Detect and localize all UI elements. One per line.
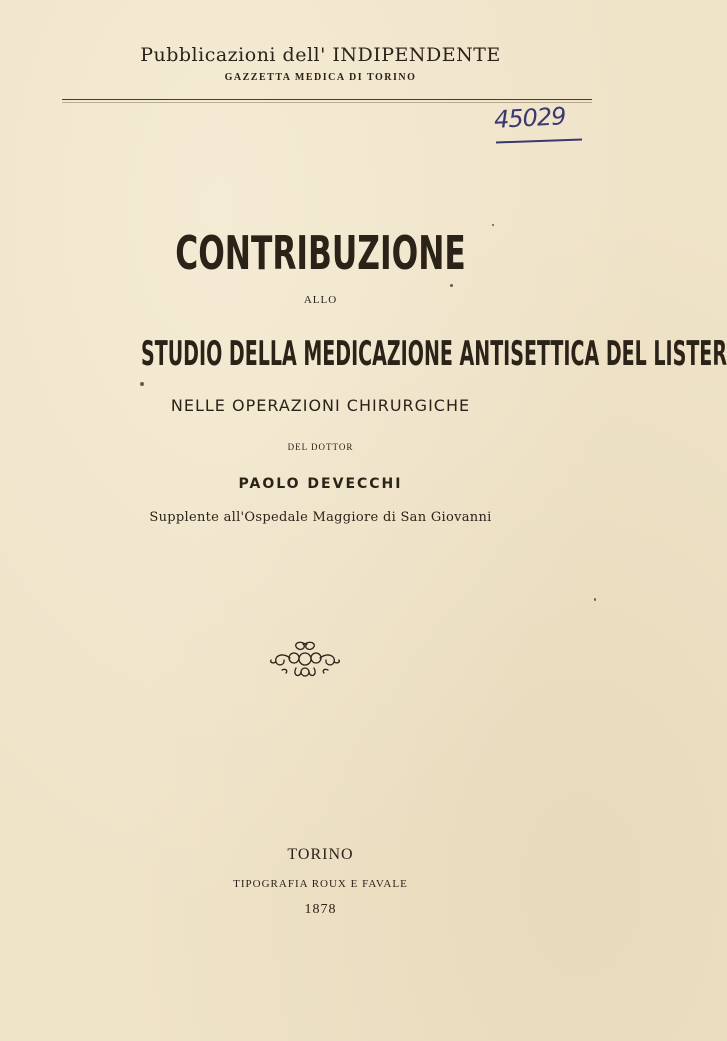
shelfmark-annotation: 45029 [493, 102, 567, 134]
header-rule-thin [62, 102, 592, 103]
author-affiliation: Supplente all'Ospedale Maggiore di San Giovanni [149, 510, 492, 525]
imprint-city: TORINO [287, 846, 354, 863]
flourish-ornament-icon [268, 638, 342, 680]
author-prefix: DEL DOTTOR [287, 442, 354, 452]
subject-title: STUDIO DELLA MEDICAZIONE ANTISETTICA DEL LISTER [141, 334, 727, 374]
title-connector: ALLO [303, 294, 338, 306]
paper-speck [450, 284, 453, 287]
main-title: CONTRIBUZIONE [175, 226, 466, 280]
paper-speck [140, 382, 144, 386]
title-context: NELLE OPERAZIONI CHIRURGICHE [170, 396, 471, 415]
shelfmark-underline [496, 138, 582, 143]
imprint-year: 1878 [304, 902, 337, 917]
paper-speck [594, 598, 596, 601]
header-rule [62, 99, 592, 100]
imprint-printer: TIPOGRAFIA ROUX E FAVALE [233, 878, 408, 890]
author-name: PAOLO DEVECCHI [238, 476, 403, 492]
series-title: Pubblicazioni dell' INDIPENDENTE [140, 44, 501, 66]
series-subtitle: GAZZETTA MEDICA DI TORINO [224, 72, 417, 83]
paper-speck [492, 224, 494, 226]
